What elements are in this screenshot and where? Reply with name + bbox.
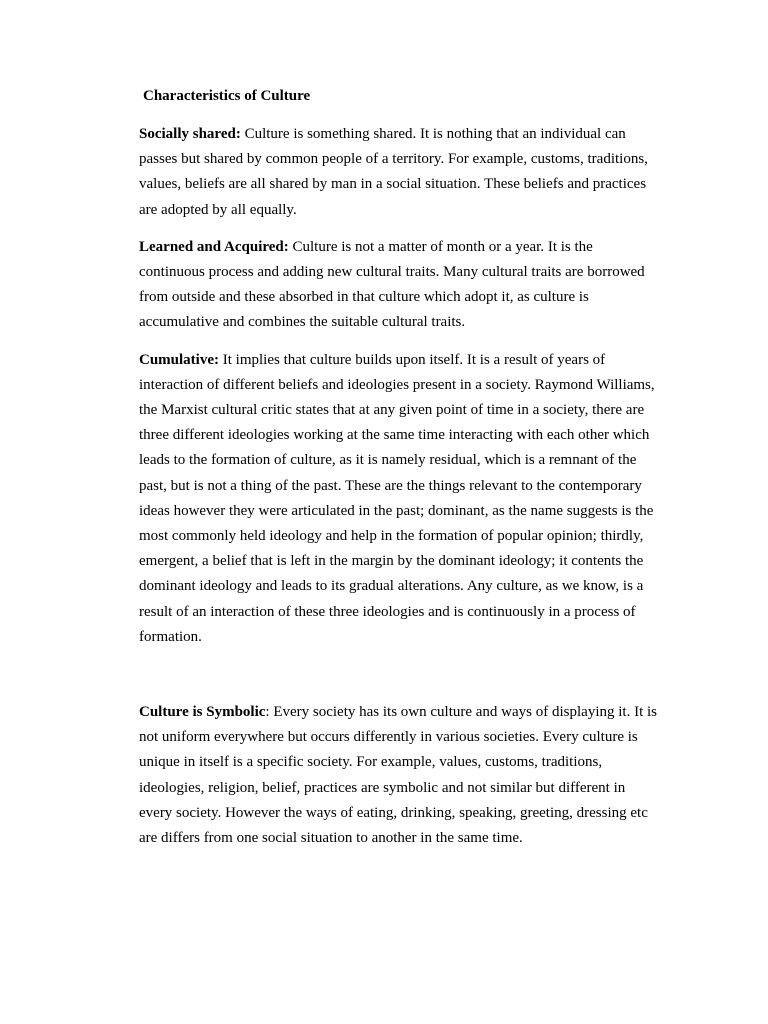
- section-term: Cumulative:: [139, 351, 219, 368]
- paragraph-line: not uniform everywhere but occurs differently in various societies. Every culture is: [139, 729, 638, 746]
- document-title: Characteristics of Culture: [143, 88, 311, 104]
- section-cumulative: [139, 348, 684, 650]
- section-text: Culture is something shared. It is nothing that an individual can: [240, 126, 626, 142]
- paragraph-line: passes but shared by common people of a territory. For example, customs, traditions,: [139, 151, 648, 168]
- section-learned-and-acquired: [139, 235, 684, 336]
- paragraph-line: past, but is not a thing of the past. These are the things relevant to the contemporary: [139, 477, 642, 494]
- paragraph-line: three different ideologies working at the same time interacting with each other which: [139, 427, 650, 444]
- paragraph-line: continuous process and adding new cultural traits. Many cultural traits are borrowed: [139, 264, 645, 281]
- paragraph-line: result of an interaction of these three ideologies and is continuously in a process of: [139, 603, 636, 620]
- paragraph-line: emergent, a belief that is left in the margin by the dominant ideology; it contents the: [139, 553, 644, 570]
- paragraph-line: ideologies, religion, belief, practices are symbolic and not similar but different in: [139, 779, 626, 796]
- paragraph-line: [139, 700, 684, 725]
- paragraph-line: leads to the formation of culture, as it is namely residual, which is a remnant of the: [139, 452, 637, 469]
- section-culture-is-symbolic: [139, 700, 684, 851]
- paragraph-line: most commonly held ideology and help in the formation of popular opinion; thirdly,: [139, 528, 644, 545]
- blank-spacing: [139, 662, 684, 700]
- paragraph-line: formation.: [139, 628, 202, 645]
- paragraph-line: are differs from one social situation to another in the same time.: [139, 830, 523, 847]
- paragraph-line: [139, 348, 684, 373]
- paragraph-line: dominant ideology and leads to its gradual alterations. Any culture, as we know, is a: [139, 578, 644, 595]
- section-text: : Every society has its own culture and ways of displaying it. It is: [265, 704, 658, 721]
- paragraph-line: [139, 235, 684, 260]
- paragraph-line: [139, 122, 684, 147]
- section-term: Learned and Acquired:: [139, 238, 289, 255]
- document-page: [139, 86, 684, 863]
- paragraph-line: ideas however they were articulated in the past; dominant, as the name suggests is the: [139, 502, 654, 519]
- paragraph-line: from outside and these absorbed in that culture which adopt it, as culture is: [139, 289, 589, 306]
- paragraph-line: interaction of different beliefs and ideologies present in a society. Raymond Williams,: [139, 376, 655, 393]
- paragraph-line: every society. However the ways of eating, drinking, speaking, greeting, dressing etc: [139, 804, 648, 821]
- paragraph-line: are adopted by all equally.: [139, 201, 297, 218]
- section-text: It implies that culture builds upon itself. It is a result of years of: [219, 351, 606, 368]
- paragraph-line: values, beliefs are all shared by man in a social situation. These beliefs and practices: [139, 176, 647, 193]
- section-socially-shared: [139, 122, 684, 223]
- section-term: Culture is Symbolic: [139, 704, 266, 721]
- paragraph-line: unique in itself is a specific society. For example, values, customs, traditions,: [139, 754, 603, 771]
- section-text: Culture is not a matter of month or a year. It is the: [288, 238, 593, 255]
- paragraph-line: the Marxist cultural critic states that at any given point of time in a society, there are: [139, 402, 645, 419]
- section-term: Socially shared:: [139, 126, 241, 142]
- paragraph-line: accumulative and combines the suitable cultural traits.: [139, 314, 466, 331]
